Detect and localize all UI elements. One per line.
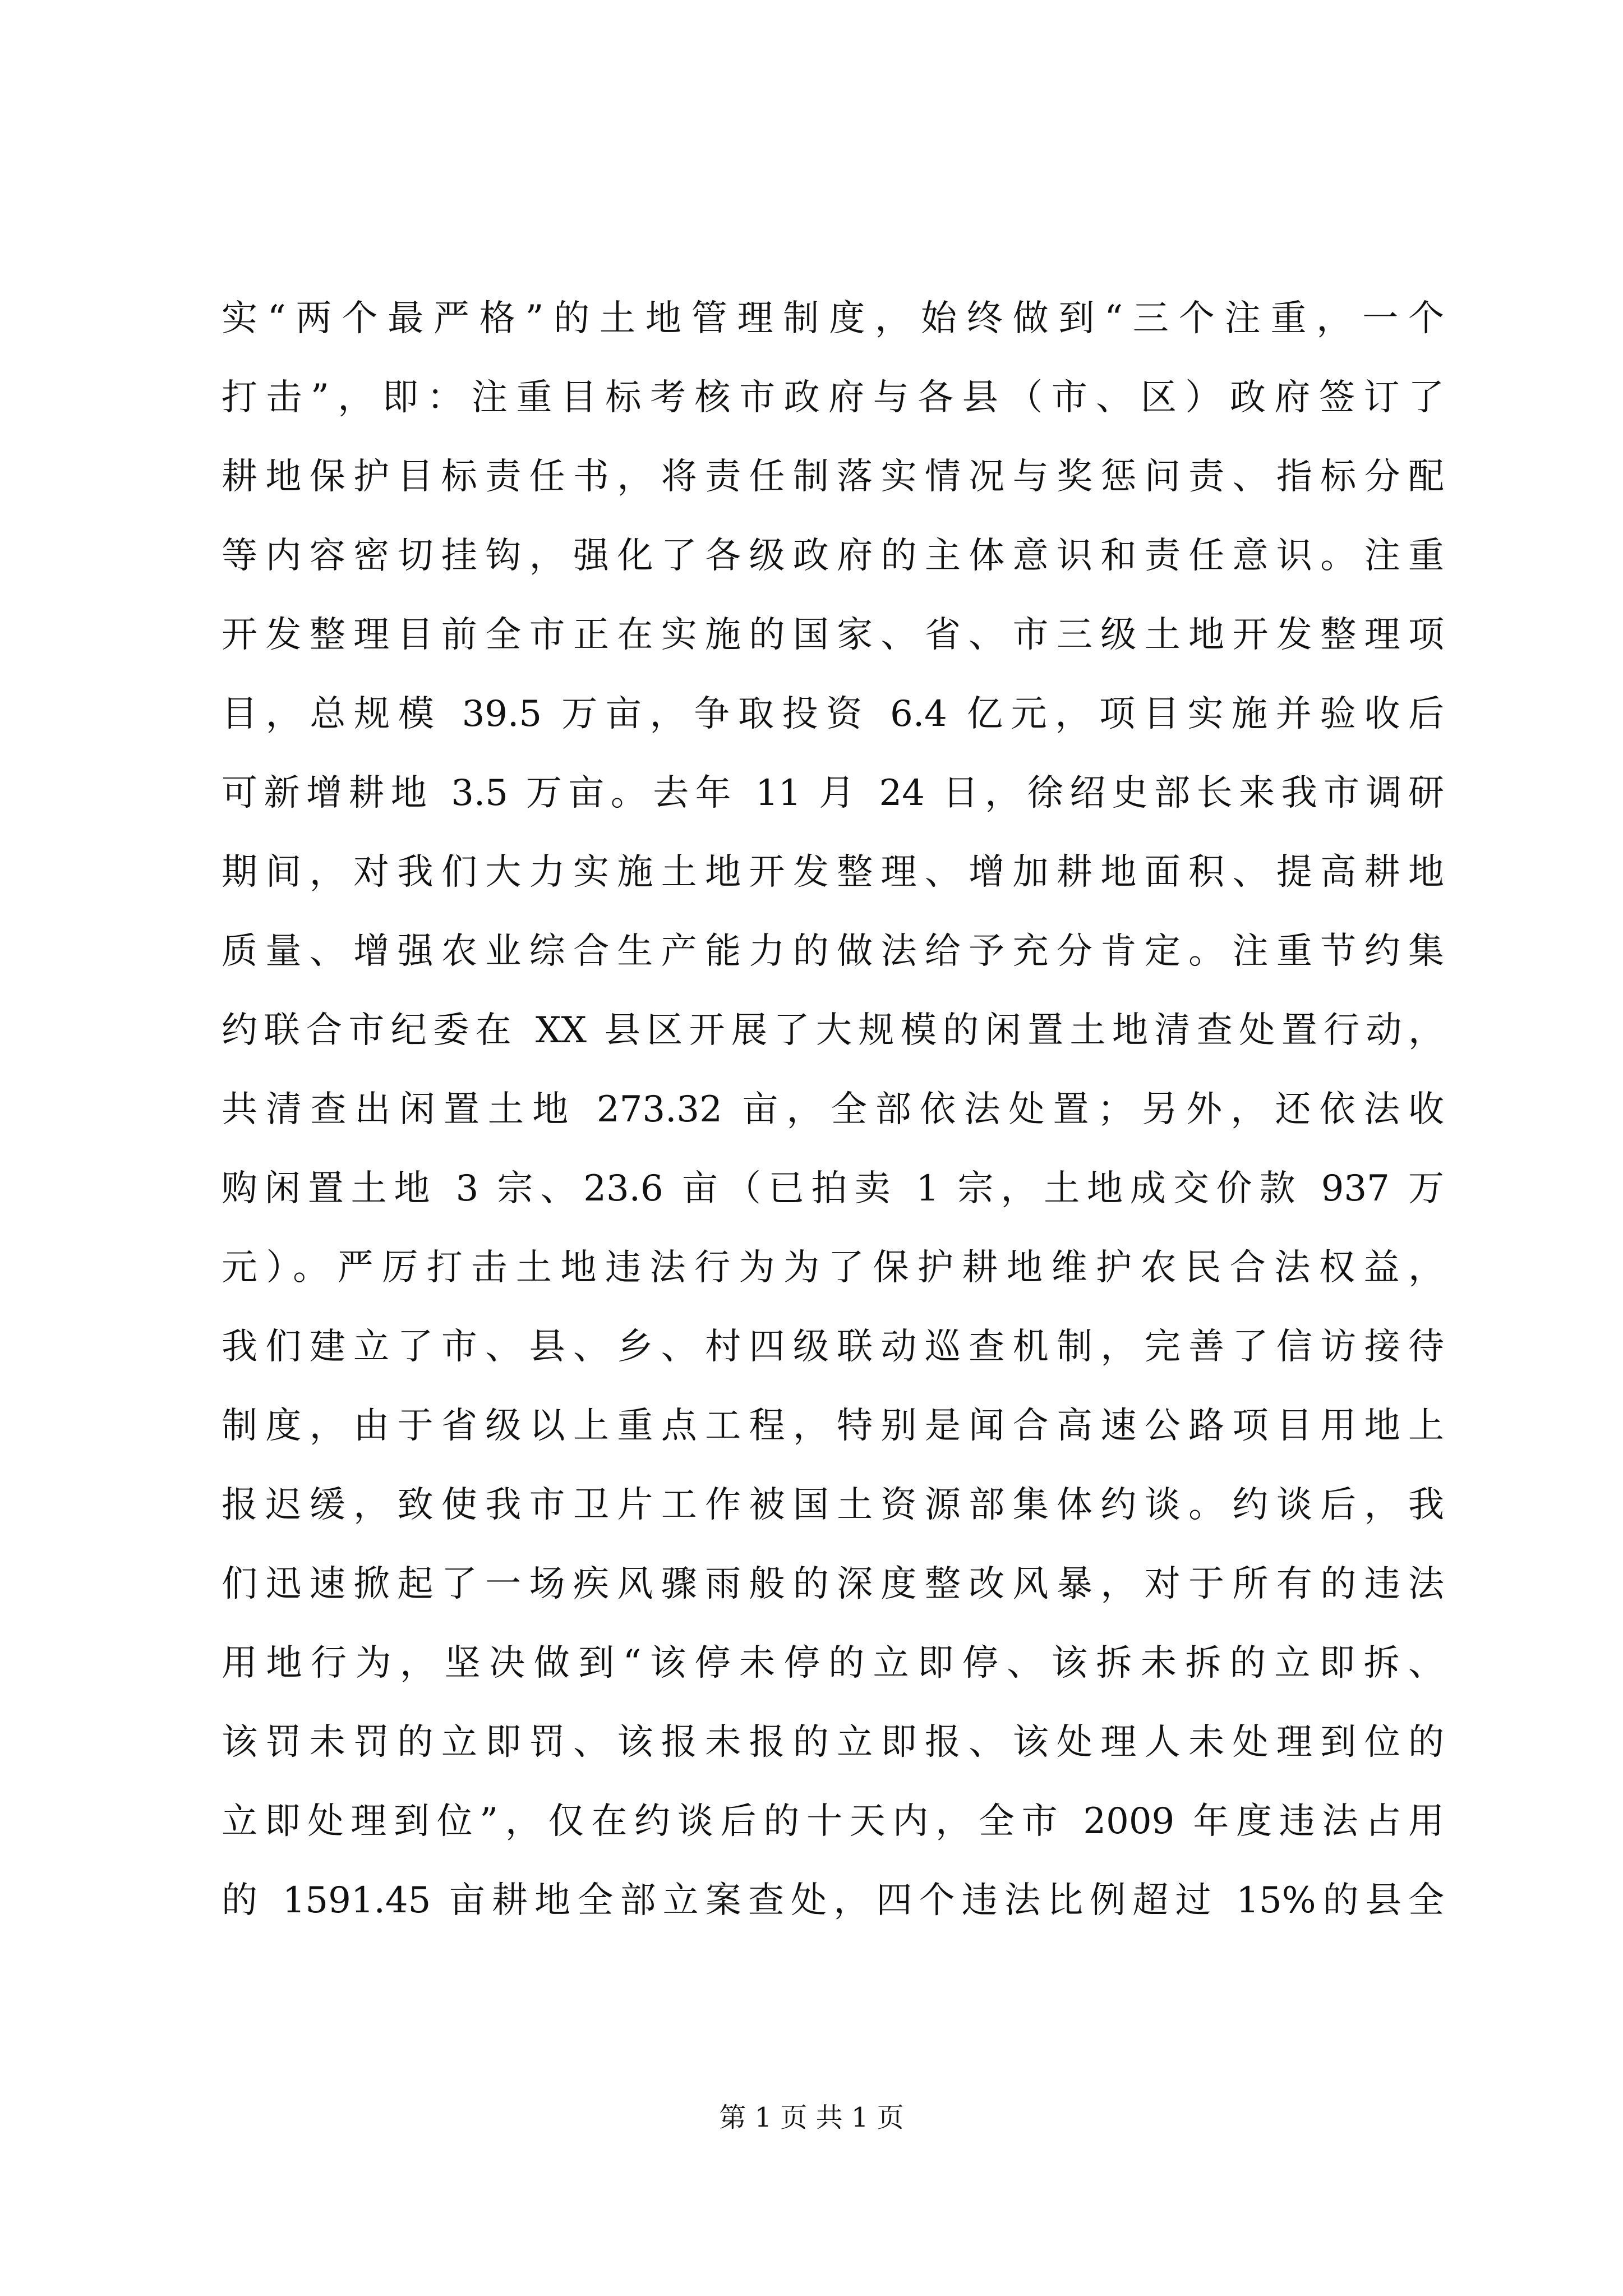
body-line: 打击”，即：注重目标考核市政府与各县（市、区）政府签订了 — [222, 377, 1444, 418]
body-line: 实“两个最严格”的土地管理制度，始终做到“三个注重，一个 — [222, 298, 1444, 339]
body-line: 约联合市纪委在 XX 县区开展了大规模的闲置土地清查处置行动， — [222, 1010, 1444, 1051]
body-line: 元）。严厉打击土地违法行为为了保护耕地维护农民合法权益， — [222, 1247, 1444, 1289]
body-line: 目，总规模 39.5 万亩，争取投资 6.4 亿元，项目实施并验收后 — [222, 693, 1444, 735]
body-text — [222, 279, 1444, 1940]
body-line: 制度，由于省级以上重点工程，特别是闻合高速公路项目用地上 — [222, 1405, 1444, 1447]
body-line: 用地行为，坚决做到“该停未停的立即停、该拆未拆的立即拆、 — [222, 1642, 1444, 1684]
body-line: 质量、增强农业综合生产能力的做法给予充分肯定。注重节约集 — [222, 931, 1444, 972]
body-line: 等内容密切挂钩，强化了各级政府的主体意识和责任意识。注重 — [222, 535, 1444, 577]
body-line: 该罚未罚的立即罚、该报未报的立即报、该处理人未处理到位的 — [222, 1722, 1444, 1763]
body-line: 耕地保护目标责任书，将责任制落实情况与奖惩问责、指标分配 — [222, 456, 1444, 498]
body-line: 开发整理目前全市正在实施的国家、省、市三级土地开发整理项 — [222, 614, 1444, 656]
body-line: 的 1591.45 亩耕地全部立案查处，四个违法比例超过 15%的县全 — [222, 1880, 1444, 1921]
body-line: 报迟缓，致使我市卫片工作被国土资源部集体约谈。约谈后，我 — [222, 1484, 1444, 1526]
body-line: 们迅速掀起了一场疾风骤雨般的深度整改风暴，对于所有的违法 — [222, 1563, 1444, 1605]
body-line: 共清查出闲置土地 273.32 亩，全部依法处置；另外，还依法收 — [222, 1089, 1444, 1130]
body-line: 我们建立了市、县、乡、村四级联动巡查机制，完善了信访接待 — [222, 1326, 1444, 1368]
body-line: 立即处理到位”，仅在约谈后的十天内，全市 2009 年度违法占用 — [222, 1801, 1444, 1842]
body-line: 期间，对我们大力实施土地开发整理、增加耕地面积、提高耕地 — [222, 852, 1444, 893]
body-line: 可新增耕地 3.5 万亩。去年 11 月 24 日，徐绍史部长来我市调研 — [222, 772, 1444, 814]
body-line: 购闲置土地 3 宗、23.6 亩（已拍卖 1 宗，土地成交价款 937 万 — [222, 1168, 1444, 1209]
page-footer: 第 1 页 共 1 页 — [719, 2102, 904, 2133]
